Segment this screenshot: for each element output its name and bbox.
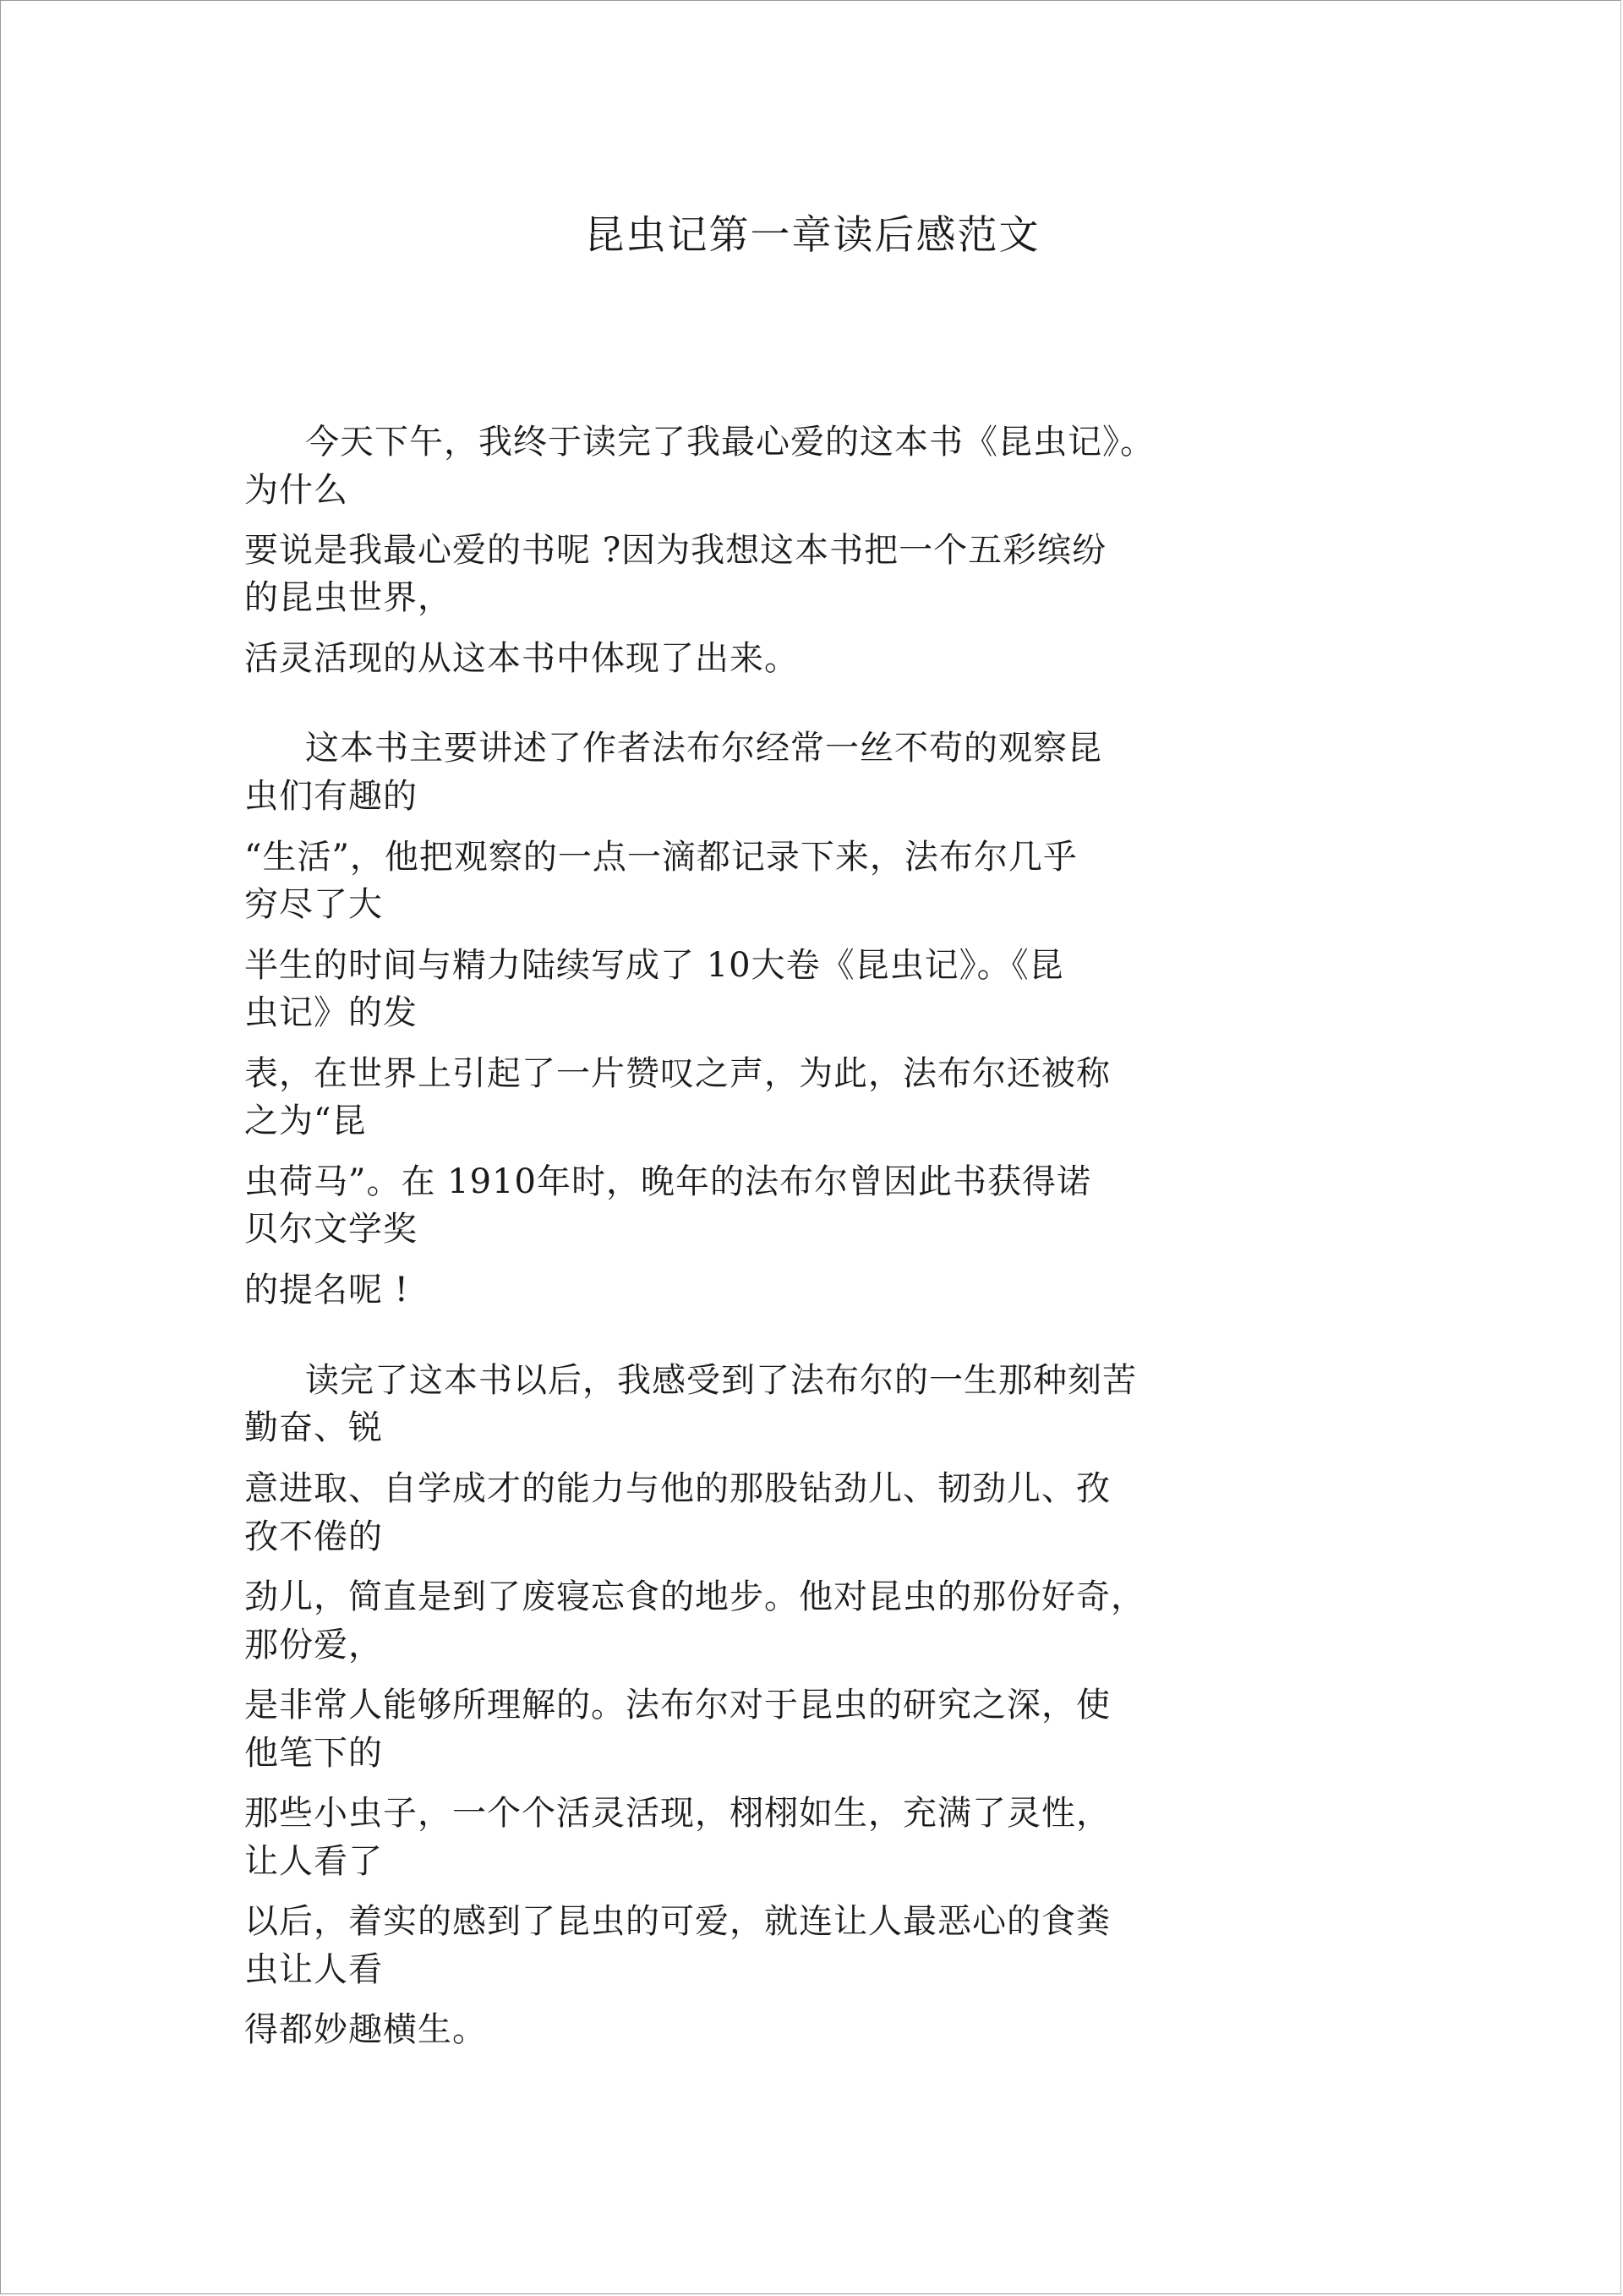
paragraph-2-line-4: 穷尽了大 <box>244 885 383 924</box>
paragraph-2-line-10: 贝尔文学奖 <box>244 1210 418 1249</box>
paragraph-1-line-3: 要说是我最心爱的书呢 ?因为我想这本书把一个五彩缤纷 <box>244 531 1107 570</box>
paragraph-3-line-3: 意进取、自学成才的能力与他的那股钻劲儿、韧劲儿、孜 <box>244 1469 1111 1508</box>
paragraph-2-line-3: “生活”，他把观察的一点一滴都记录下来，法布尔几乎 <box>244 838 1078 877</box>
paragraph-3-line-2: 勤奋、锐 <box>244 1408 383 1447</box>
paragraph-3-line-4: 孜不倦的 <box>244 1517 383 1556</box>
paragraph-3-line-1: 读完了这本书以后，我感受到了法布尔的一生那种刻苦 <box>305 1361 1137 1400</box>
paragraph-2-line-9: 虫荷马”。在 1910年时，晚年的法布尔曾因此书获得诺 <box>244 1162 1091 1201</box>
paragraph-2-line-6: 虫记》的发 <box>244 993 418 1032</box>
paragraph-2-line-11: 的提名呢 ! <box>244 1271 409 1309</box>
paragraph-1-line-2: 为什么 <box>244 471 348 510</box>
paragraph-3-line-12: 虫让人看 <box>244 1950 383 1989</box>
paragraph-2-line-7: 表，在世界上引起了一片赞叹之声，为此，法布尔还被称 <box>244 1054 1111 1093</box>
paragraph-3-line-11: 以后，着实的感到了昆虫的可爱，就连让人最恶心的食粪 <box>244 1902 1111 1941</box>
document-title: 昆虫记第一章读后感范文 <box>584 212 1041 259</box>
paragraph-3-line-8: 他笔下的 <box>244 1734 383 1773</box>
paragraph-3-line-7: 是非常人能够所理解的。法布尔对于昆虫的研究之深，使 <box>244 1686 1111 1725</box>
paragraph-1-line-1: 今天下午，我终于读完了我最心爱的这本书《昆虫记》。 <box>305 423 1155 462</box>
paragraph-2-line-1: 这本书主要讲述了作者法布尔经常一丝不苟的观察昆 <box>305 729 1102 768</box>
paragraph-1-line-4: 的昆虫世界， <box>244 578 452 617</box>
paragraph-3-line-6: 那份爱， <box>244 1626 383 1665</box>
paragraph-3-line-9: 那些小虫子，一个个活灵活现，栩栩如生，充满了灵性， <box>244 1794 1111 1833</box>
paragraph-3-line-13: 得都妙趣横生。 <box>244 2010 487 2049</box>
paragraph-3-line-10: 让人看了 <box>244 1842 383 1881</box>
paragraph-3-line-5: 劲儿，简直是到了废寝忘食的地步。他对昆虫的那份好奇， <box>244 1577 1145 1616</box>
paragraph-2-line-8: 之为“昆 <box>244 1102 367 1140</box>
paragraph-2-line-2: 虫们有趣的 <box>244 777 418 816</box>
paragraph-1-line-5: 活灵活现的从这本书中体现了出来。 <box>244 639 799 678</box>
paragraph-2-line-5: 半生的时间与精力陆续写成了 10大卷《昆虫记》。《昆 <box>244 946 1064 985</box>
